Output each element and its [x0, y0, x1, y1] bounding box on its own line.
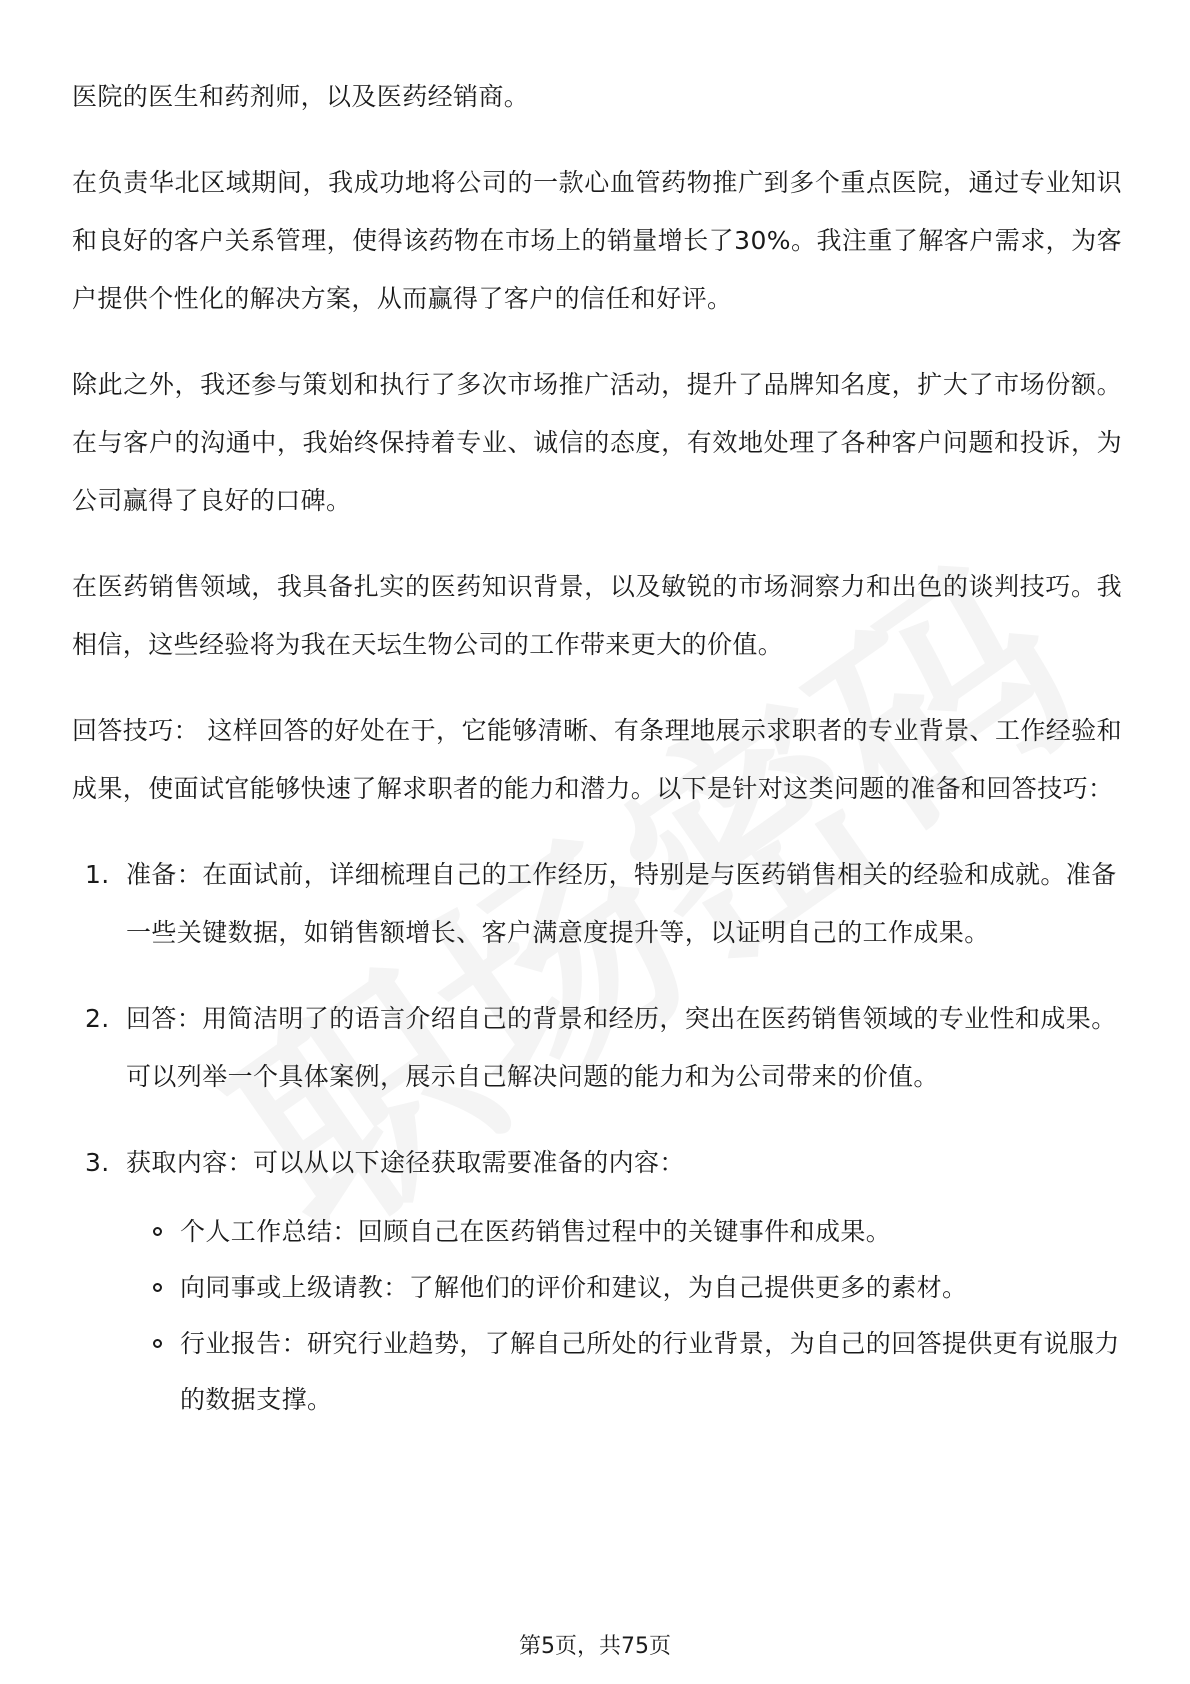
- paragraph: 在负责华北区域期间，我成功地将公司的一款心血管药物推广到多个重点医院，通过专业知识和良好的客户关系管理，使得该药物在市场上的销量增长了30%。我注重了解客户需求，为客户提供个性化的解决方案，从而赢得了客户的信任和好评。: [72, 168, 1122, 313]
- sub-list: [126, 1204, 1122, 1428]
- list-item-text: 准备：在面试前，详细梳理自己的工作经历，特别是与医药销售相关的经验和成就。准备一些关键数据，如销售额增长、客户满意度提升等，以证明自己的工作成果。: [126, 860, 1117, 947]
- list-item: [72, 990, 1122, 1106]
- sub-list-item-text: 行业报告：研究行业趋势，了解自己所处的行业背景，为自己的回答提供更有说服力的数据支撑。: [180, 1329, 1120, 1414]
- bullet-icon: [153, 1227, 162, 1236]
- sub-list-item: [126, 1316, 1122, 1428]
- list-item-text: 获取内容：可以从以下途径获取需要准备的内容：: [126, 1148, 685, 1177]
- document-body: [72, 68, 1122, 1456]
- sub-list-item-text: 个人工作总结：回顾自己在医药销售过程中的关键事件和成果。: [180, 1217, 892, 1246]
- list-number: 3.: [85, 1148, 110, 1177]
- answer-tips-paragraph: 回答技巧： 这样回答的好处在于，它能够清晰、有条理地展示求职者的专业背景、工作经验和成果，使面试官能够快速了解求职者的能力和潜力。以下是针对这类问题的准备和回答技巧：: [72, 716, 1122, 803]
- list-number: 1.: [85, 860, 110, 889]
- paragraph: 医院的医生和药剂师，以及医药经销商。: [72, 82, 530, 111]
- list-item: [72, 1134, 1122, 1428]
- tips-list: [72, 846, 1122, 1428]
- list-item-text: 回答：用简洁明了的语言介绍自己的背景和经历，突出在医药销售领域的专业性和成果。可以列举一个具体案例，展示自己解决问题的能力和为公司带来的价值。: [126, 1004, 1117, 1091]
- sub-list-item: [126, 1260, 1122, 1316]
- list-item: [72, 846, 1122, 962]
- bullet-icon: [153, 1339, 162, 1348]
- bullet-icon: [153, 1283, 162, 1292]
- page-footer: 第5页，共75页: [519, 1634, 671, 1659]
- list-number: 2.: [85, 1004, 110, 1033]
- paragraph: 在医药销售领域，我具备扎实的医药知识背景，以及敏锐的市场洞察力和出色的谈判技巧。我相信，这些经验将为我在天坛生物公司的工作带来更大的价值。: [72, 572, 1122, 659]
- paragraph: 除此之外，我还参与策划和执行了多次市场推广活动，提升了品牌知名度，扩大了市场份额。在与客户的沟通中，我始终保持着专业、诚信的态度，有效地处理了各种客户问题和投诉，为公司赢得了良好的口碑。: [72, 370, 1122, 515]
- sub-list-item-text: 向同事或上级请教：了解他们的评价和建议，为自己提供更多的素材。: [180, 1273, 968, 1302]
- sub-list-item: [126, 1204, 1122, 1260]
